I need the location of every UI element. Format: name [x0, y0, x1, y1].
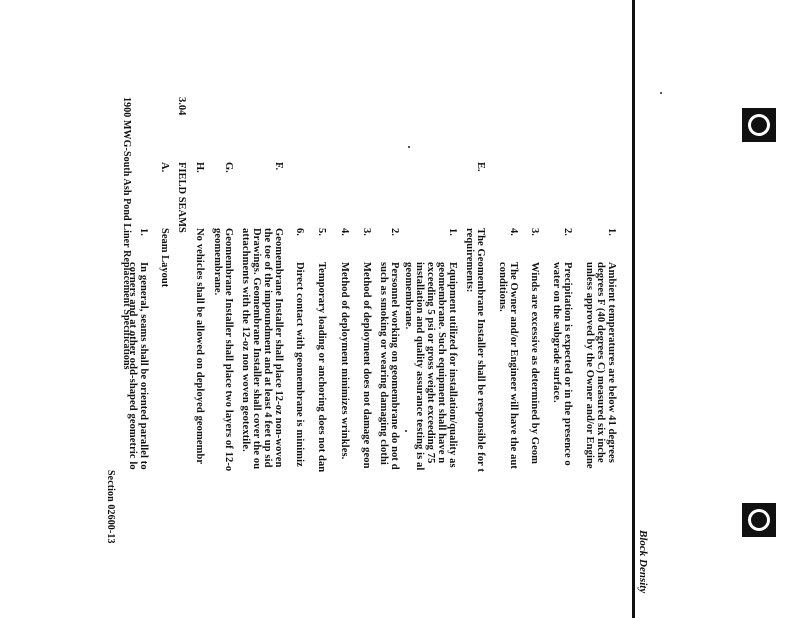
seam-item-1-label: 1.: [138, 228, 149, 236]
e-item-1-line-1: Equipment utilized for installation/quality as: [447, 262, 458, 468]
e-item-1-label: 1.: [447, 228, 458, 236]
header-rule: [632, 0, 635, 618]
section-f-label: F.: [273, 162, 284, 171]
e-item-1-line-3: exceeding 5 psi or gross weight exceeding 75: [425, 262, 436, 464]
footer-right: Section 02600-13: [105, 470, 116, 544]
e-item-1-line-4: installation and quality assurance testing is al: [414, 262, 425, 471]
section-3-04-title: FIELD SEAMS: [176, 162, 187, 233]
section-g-line-2: geomembrane.: [212, 228, 223, 296]
e-item-6-label: 6.: [294, 228, 305, 236]
item-2-line-2: water on the subgrade surface.: [551, 262, 562, 403]
item-1-line-3: unless approved by the Owner and/or Engine: [584, 262, 595, 469]
item-4-label: 4.: [508, 228, 519, 236]
item-1-line-2: degrees F (40 degrees C) measured six inche: [595, 262, 606, 463]
e-item-4-line-1: Method of deployment minimizes wrinkles.: [339, 262, 350, 460]
footer-left: 1900 MWG-South Ash Pond Liner Replacement Specifications: [121, 97, 132, 370]
section-3-04-a-title: Seam Layout: [159, 228, 170, 288]
item-3-line-1: Winds are excessive as determined by Geom: [529, 262, 540, 465]
item-3-label: 3.: [529, 228, 540, 236]
section-h-label: H.: [194, 162, 205, 173]
e-item-5-line-1: Temporary loading or anchoring does not dan: [316, 262, 327, 473]
section-e-label: E.: [475, 162, 486, 172]
seam-item-1-line-2: corners and at other odd-shaped geometric lo: [127, 262, 138, 470]
e-item-2-label: 2.: [389, 228, 400, 236]
item-2-label: 2.: [562, 228, 573, 236]
e-item-5-label: 5.: [316, 228, 327, 236]
section-f-line-1: Geomembrane Installer shall place 12-oz non-woven: [273, 228, 284, 468]
item-2-line-1: Precipitation is expected or in the presence o: [562, 262, 573, 466]
item-4-line-2: conditions.: [497, 262, 508, 312]
e-item-2-line-1: Personnel working on geomembrane do not d: [389, 262, 400, 470]
section-g-line-1: Geomembrane Installer shall place two layers of 12-o: [223, 228, 234, 472]
item-1-line-1: Ambient temperatures are below 41 degrees: [606, 262, 617, 463]
seam-item-1-line-1: In general, seams shall be oriented parallel to: [138, 262, 149, 470]
e-item-1-line-2: geomembrane. Such equipment shall have n: [436, 262, 447, 464]
item-4-line-1: The Owner and/or Engineer will have the aut: [508, 262, 519, 470]
e-item-3-line-1: Method of deployment does not damage geon: [361, 262, 372, 469]
section-h-line-1: No vehicles shall be allowed on deployed geomembr: [194, 228, 205, 465]
section-f-line-3: Drawings. Geomembrane Installer shall cover the ou: [251, 228, 262, 470]
header-title: Block Density: [637, 530, 649, 594]
section-e-line-2: requirements:: [464, 228, 475, 293]
item-1-label: 1.: [606, 228, 617, 236]
e-item-3-label: 3.: [361, 228, 372, 236]
section-3-04-number: 3.04: [176, 97, 187, 116]
e-item-2-line-2: such as smoking or wearing damaging clothi: [378, 262, 389, 465]
section-f-line-4: attachments with the 12-oz non woven geotextile.: [240, 228, 251, 452]
e-item-6-line-1: Direct contact with geomembrane is minimiz: [294, 262, 305, 467]
section-g-label: G.: [223, 162, 234, 173]
section-e-line-1: The Geomembrane Installer shall be responsible for t: [475, 228, 486, 473]
e-item-4-label: 4.: [339, 228, 350, 236]
section-f-line-2: the toe of the impoundment and at least 4 feet up sid: [262, 228, 273, 468]
section-3-04-a-label: A.: [159, 162, 170, 173]
e-item-1-line-5: geomembrane.: [403, 262, 414, 330]
